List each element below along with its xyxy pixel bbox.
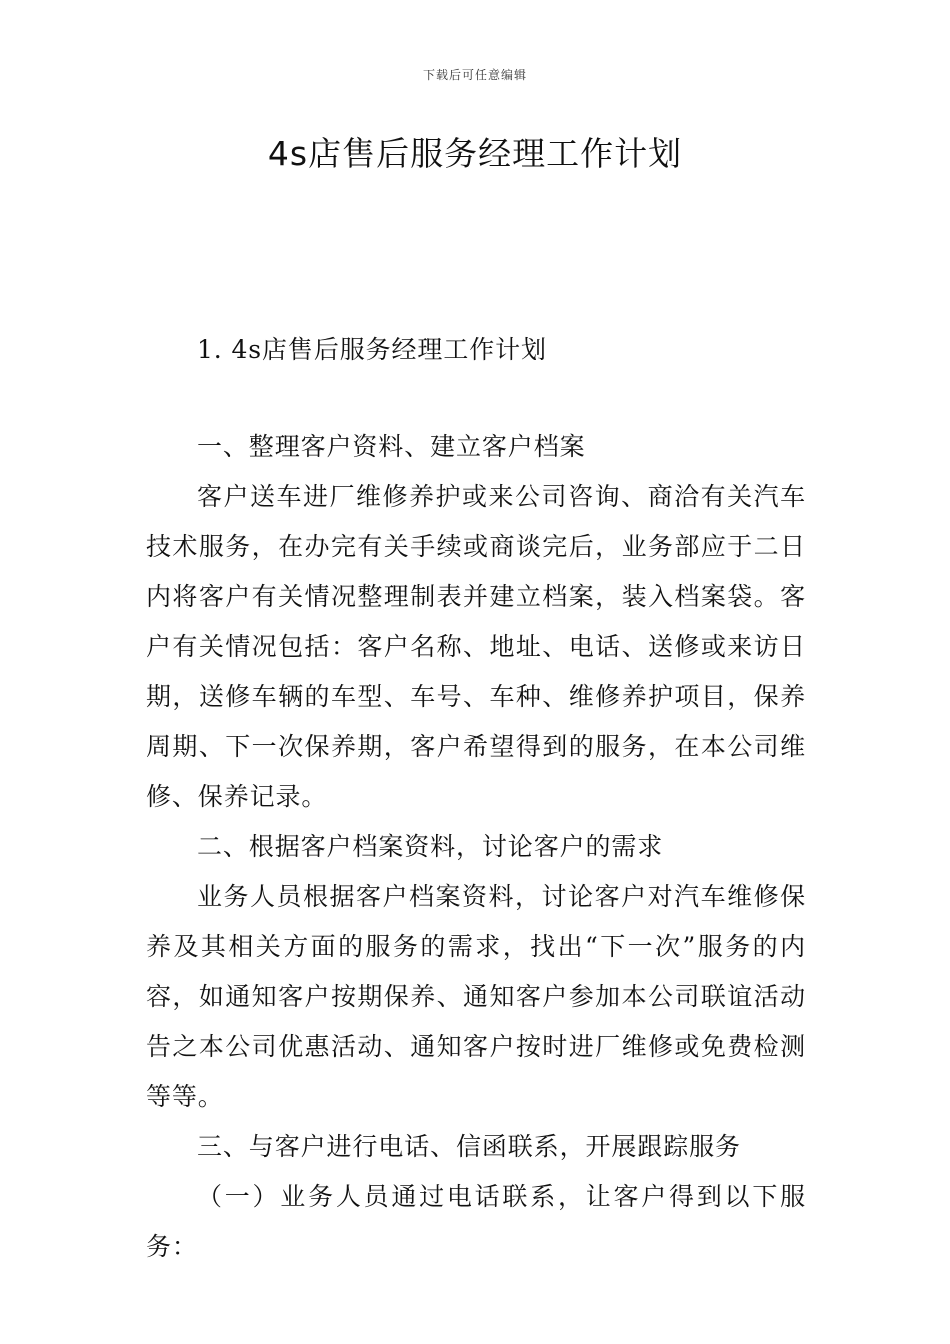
- body-text: [146, 422, 806, 1272]
- section-heading-1: 一、整理客户资料、建立客户档案: [197, 432, 586, 461]
- paragraph-1: 客户送车进厂维修养护或来公司咨询、商洽有关汽车技术服务，在办完有关手续或商谈完后，业务部应于二日内将客户有关情况整理制表并建立档案，装入档案袋。客户有关情况包括：客户名称、地址、电话、送修或来访日期，送修车辆的车型、车号、车种、维修养护项目，保养周期、下一次保养期，客户希望得到的服务，在本公司维修、保养记录。: [146, 482, 806, 811]
- section-heading-3: 三、与客户进行电话、信函联系，开展跟踪服务: [197, 1132, 741, 1161]
- paragraph-3: （一）业务人员通过电话联系，让客户得到以下服务：: [146, 1182, 806, 1261]
- header-note: 下载后可任意编辑: [422, 68, 527, 82]
- section-subtitle: 1. 4s店售后服务经理工作计划: [197, 335, 547, 364]
- document-title: 4s店售后服务经理工作计划: [267, 134, 683, 173]
- paragraph-2: 业务人员根据客户档案资料，讨论客户对汽车维修保养及其相关方面的服务的需求，找出“下一次”服务的内容，如通知客户按期保养、通知客户参加本公司联谊活动告之本公司优惠活动、通知客户按时进厂维修或免费检测等等。: [146, 882, 806, 1111]
- section-heading-2: 二、根据客户档案资料，讨论客户的需求: [197, 832, 664, 861]
